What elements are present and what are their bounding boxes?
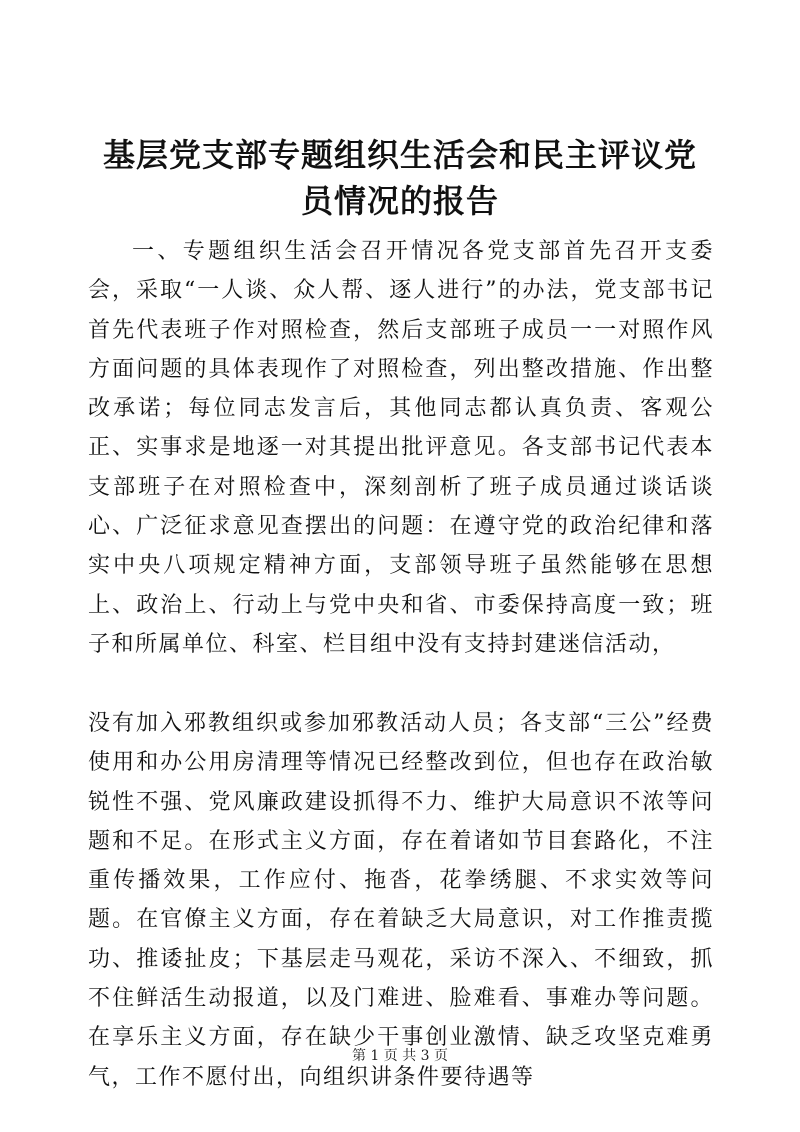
body-paragraph-continued: 没有加入邪教组织或参加邪教活动人员；各支部“三公”经费使用和办公用房清理等情况已经整改到位，但也存在政治敏锐性不强、党风廉政建设抓得不力、维护大局意识不浓等问题和不足。在形式主义方面，存在着诸如节目套路化，不注重传播效果，工作应付、拖沓，花拳绣腿、不求实效等问题。在官僚主义方面，存在着缺乏大局意识，对工作推责揽功、推诿扯皮；下基层走马观花，采访不深入、不细致，抓不住鲜活生动报道，以及门难进、脸难看、事难办等问题。在享乐主义方面，存在缺少干事创业激情、缺乏攻坚克难勇气，工作不愿付出，向组织讲条件要待遇等: [88, 711, 714, 1090]
page-footer: 第 1 页 共 3 页: [351, 1048, 449, 1064]
body-paragraph: 一、专题组织生活会召开情况各党支部首先召开支委会，采取“一人谈、众人帮、逐人进行”的办法，党支部书记首先代表班子作对照检查，然后支部班子成员一一对照作风方面问题的具体表现作了对照检查，列出整改措施、作出整改承诺；每位同志发言后，其他同志都认真负责、客观公正、实事求是地逐一对其提出批评意见。各支部书记代表本支部班子在对照检查中，深刻剖析了班子成员通过谈话谈心、广泛征求意见查摆出的问题：在遵守党的政治纪律和落实中央八项规定精神方面，支部领导班子虽然能够在思想上、政治上、行动上与党中央和省、市委保持高度一致；班子和所属单位、科室、栏目组中没有支持封建迷信活动，: [88, 239, 714, 657]
document-title: 基层党支部专题组织生活会和民主评议党员情况的报告: [102, 136, 697, 220]
